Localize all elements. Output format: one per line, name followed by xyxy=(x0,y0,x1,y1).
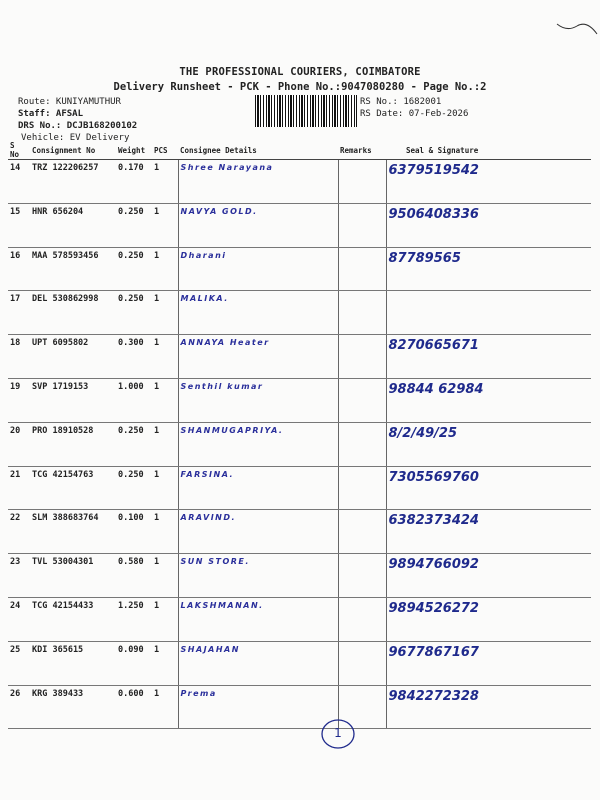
row-pcs: 1 xyxy=(152,247,178,291)
row-sno: 25 xyxy=(8,641,30,685)
row-consignee: MALIKA. xyxy=(178,291,338,335)
row-consignee: ARAVIND. xyxy=(178,510,338,554)
row-consignment-no: HNR 656204 xyxy=(30,203,116,247)
row-sno: 14 xyxy=(8,160,30,204)
row-weight: 1.250 xyxy=(116,597,152,641)
col-consignee: Consignee Details xyxy=(178,141,338,160)
row-signature xyxy=(386,291,591,335)
row-consignee: Dharani xyxy=(178,247,338,291)
table-row xyxy=(8,597,591,641)
row-signature: 7305569760 xyxy=(386,466,591,510)
row-consignment-no: KRG 389433 xyxy=(30,685,116,729)
row-pcs: 1 xyxy=(152,641,178,685)
row-remarks xyxy=(338,466,386,510)
row-signature: 6379519542 xyxy=(386,160,591,204)
row-signature: 6382373424 xyxy=(386,510,591,554)
row-weight: 0.250 xyxy=(116,291,152,335)
row-remarks xyxy=(338,160,386,204)
meta-left xyxy=(18,96,137,144)
col-weight: Weight xyxy=(116,141,152,160)
row-consignment-no: TRZ 122206257 xyxy=(30,160,116,204)
row-signature: 9677867167 xyxy=(386,641,591,685)
row-sno: 23 xyxy=(8,554,30,598)
row-consignee: LAKSHMANAN. xyxy=(178,597,338,641)
row-consignee: SUN STORE. xyxy=(178,554,338,598)
row-sno: 16 xyxy=(8,247,30,291)
col-signature: Seal & Signature xyxy=(386,141,591,160)
row-consignment-no: TCG 42154763 xyxy=(30,466,116,510)
row-consignee: FARSINA. xyxy=(178,466,338,510)
row-signature: 9506408336 xyxy=(386,203,591,247)
company-title: THE PROFESSIONAL COURIERS, COIMBATORE xyxy=(179,66,421,78)
row-remarks xyxy=(338,291,386,335)
table-row xyxy=(8,378,591,422)
row-consignee: NAVYA GOLD. xyxy=(178,203,338,247)
row-weight: 0.600 xyxy=(116,685,152,729)
row-consignment-no: TCG 42154433 xyxy=(30,597,116,641)
row-pcs: 1 xyxy=(152,160,178,204)
row-consignment-no: SLM 388683764 xyxy=(30,510,116,554)
row-consignment-no: SVP 1719153 xyxy=(30,378,116,422)
table-row xyxy=(8,510,591,554)
staff-text: Staff: AFSAL xyxy=(18,109,84,119)
row-weight: 0.250 xyxy=(116,247,152,291)
table-row xyxy=(8,291,591,335)
page-mark-number: 1 xyxy=(334,726,342,740)
drs-text: DRS No.: DCJB168200102 xyxy=(18,121,138,131)
row-sno: 24 xyxy=(8,597,30,641)
row-weight: 0.250 xyxy=(116,203,152,247)
row-pcs: 1 xyxy=(152,422,178,466)
runsheet-subtitle: Delivery Runsheet - PCK - Phone No.:9047080280 - Page No.:2 xyxy=(113,81,487,93)
rs-no-text: RS No.: 1682001 xyxy=(360,97,442,107)
row-remarks xyxy=(338,247,386,291)
row-weight: 0.100 xyxy=(116,510,152,554)
row-pcs: 1 xyxy=(152,510,178,554)
row-consignment-no: KDI 365615 xyxy=(30,641,116,685)
row-consignment-no: UPT 6095802 xyxy=(30,335,116,379)
row-consignment-no: TVL 53004301 xyxy=(30,554,116,598)
table-row xyxy=(8,641,591,685)
col-sno: S No xyxy=(8,141,30,160)
col-remarks: Remarks xyxy=(338,141,386,160)
row-sno: 21 xyxy=(8,466,30,510)
barcode xyxy=(255,95,357,127)
col-consignment: Consignment No xyxy=(30,141,116,160)
vehicle-text: Vehicle: EV Delivery xyxy=(21,133,130,143)
row-weight: 0.250 xyxy=(116,466,152,510)
row-sno: 17 xyxy=(8,291,30,335)
row-sno: 19 xyxy=(8,378,30,422)
row-signature: 98844 62984 xyxy=(386,378,591,422)
table-row xyxy=(8,160,591,204)
row-remarks xyxy=(338,510,386,554)
row-consignment-no: DEL 530862998 xyxy=(30,291,116,335)
row-pcs: 1 xyxy=(152,554,178,598)
row-remarks xyxy=(338,203,386,247)
row-pcs: 1 xyxy=(152,335,178,379)
row-pcs: 1 xyxy=(152,685,178,729)
row-sno: 15 xyxy=(8,203,30,247)
meta-right xyxy=(360,96,468,120)
rs-date-text: RS Date: 07-Feb-2026 xyxy=(360,109,469,119)
row-sno: 22 xyxy=(8,510,30,554)
row-weight: 0.250 xyxy=(116,422,152,466)
row-sno: 18 xyxy=(8,335,30,379)
row-consignee: SHAJAHAN xyxy=(178,641,338,685)
row-signature: 87789565 xyxy=(386,247,591,291)
row-signature: 9894526272 xyxy=(386,597,591,641)
row-remarks xyxy=(338,422,386,466)
row-signature: 8/2/49/25 xyxy=(386,422,591,466)
row-weight: 0.580 xyxy=(116,554,152,598)
row-remarks xyxy=(338,597,386,641)
table-row xyxy=(8,203,591,247)
row-consignee: Senthil kumar xyxy=(178,378,338,422)
pen-mark xyxy=(555,18,600,43)
row-consignee: SHANMUGAPRIYA. xyxy=(178,422,338,466)
row-pcs: 1 xyxy=(152,291,178,335)
row-signature: 8270665671 xyxy=(386,335,591,379)
row-weight: 0.170 xyxy=(116,160,152,204)
row-consignee: Prema xyxy=(178,685,338,729)
row-signature: 9894766092 xyxy=(386,554,591,598)
table-row xyxy=(8,335,591,379)
row-weight: 0.090 xyxy=(116,641,152,685)
table-header-row xyxy=(8,141,591,160)
row-pcs: 1 xyxy=(152,203,178,247)
row-consignment-no: PRO 18910528 xyxy=(30,422,116,466)
circled-page-mark xyxy=(320,718,356,750)
row-remarks xyxy=(338,554,386,598)
row-signature: 9842272328 xyxy=(386,685,591,729)
route-text: Route: KUNIYAMUTHUR xyxy=(18,97,121,107)
table-row xyxy=(8,554,591,598)
row-sno: 20 xyxy=(8,422,30,466)
table-row xyxy=(8,685,591,729)
row-remarks xyxy=(338,378,386,422)
row-weight: 0.300 xyxy=(116,335,152,379)
row-consignment-no: MAA 578593456 xyxy=(30,247,116,291)
row-weight: 1.000 xyxy=(116,378,152,422)
table-row xyxy=(8,466,591,510)
row-pcs: 1 xyxy=(152,466,178,510)
col-pcs: PCS xyxy=(152,141,178,160)
row-pcs: 1 xyxy=(152,597,178,641)
runsheet-table xyxy=(8,141,591,729)
row-sno: 26 xyxy=(8,685,30,729)
row-pcs: 1 xyxy=(152,378,178,422)
row-consignee: ANNAYA Heater xyxy=(178,335,338,379)
row-remarks xyxy=(338,335,386,379)
row-consignee: Shree Narayana xyxy=(178,160,338,204)
table-row xyxy=(8,422,591,466)
table-row xyxy=(8,247,591,291)
row-remarks xyxy=(338,641,386,685)
